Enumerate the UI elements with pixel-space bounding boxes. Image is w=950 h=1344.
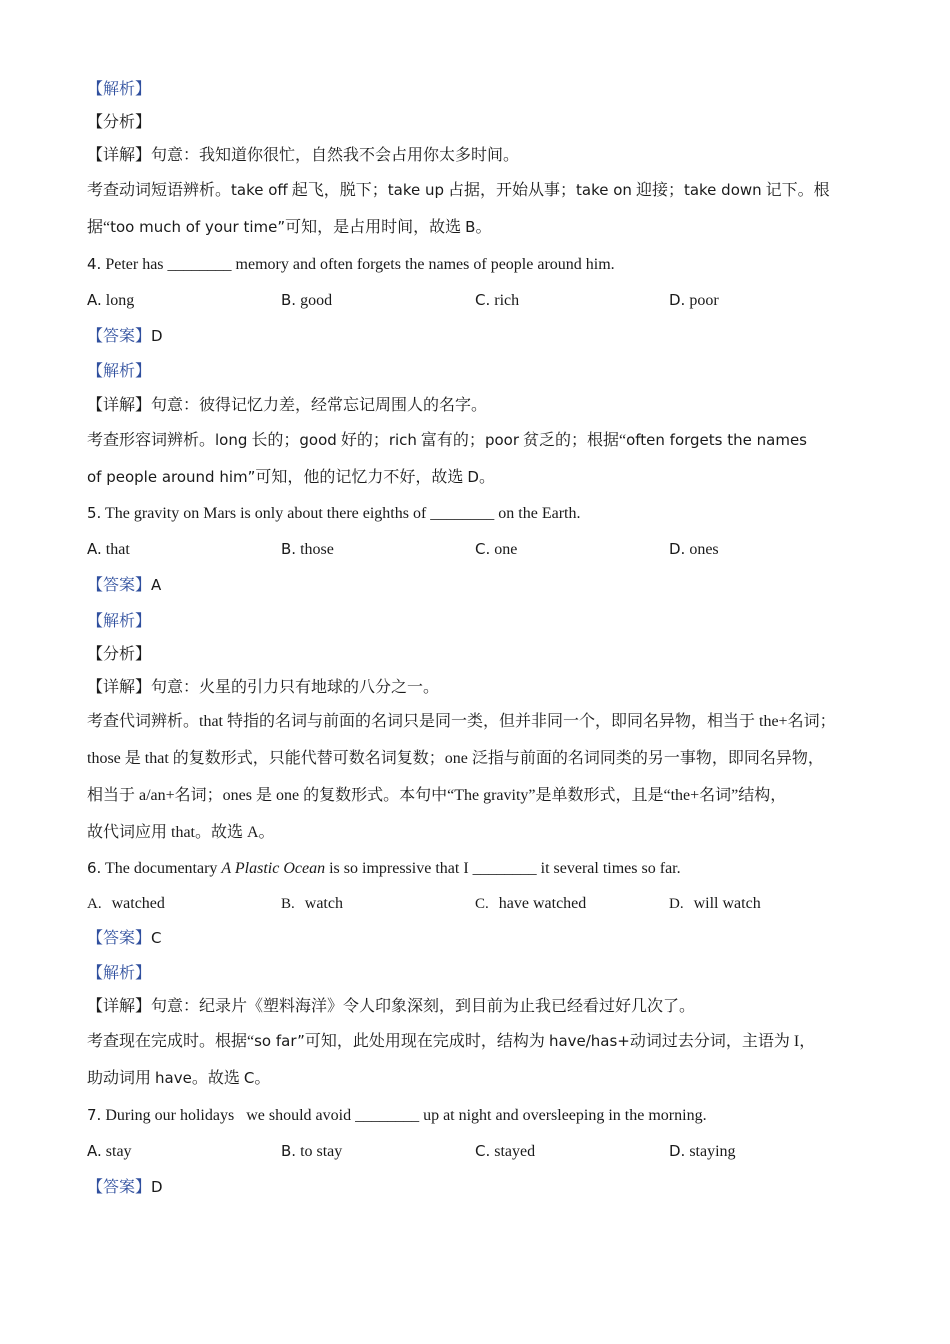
question-7-answer: 【答案】D xyxy=(87,1178,163,1196)
question-4-answer: 【答案】D xyxy=(87,327,163,345)
question-4-option-b: B. good xyxy=(281,291,333,309)
explanation-line: of people around him”可知，他的记忆力不好，故选 D。 xyxy=(87,468,495,486)
analysis-heading: 【解析】 xyxy=(87,965,152,982)
question-5-option-d: D. ones xyxy=(669,540,719,558)
question-7-option-c: C. stayed xyxy=(475,1142,536,1160)
detail-explanation: 【详解】句意：我知道你很忙，自然我不会占用你太多时间。 xyxy=(87,147,520,164)
question-6-option-c: C. have watched xyxy=(475,895,587,912)
explanation-line: 考查代词辨析。that 特指的名词与前面的名词只是同一类，但并非同一个，即同名异物，相当于 the+名词； xyxy=(87,713,836,730)
breakdown-heading: 【分析】 xyxy=(87,646,152,663)
detail-explanation: 【详解】句意：彼得记忆力差，经常忘记周围人的名字。 xyxy=(87,397,488,414)
analysis-heading: 【解析】 xyxy=(87,613,152,630)
detail-explanation: 【详解】句意：纪录片《塑料海洋》令人印象深刻，到目前为止我已经看过好几次了。 xyxy=(87,998,696,1015)
explanation-line: 相当于 a/an+名词；ones 是 one 的复数形式。本句中“The gravity”是单数形式，且是“the+名词”结构， xyxy=(87,787,787,804)
question-4-option-d: D. poor xyxy=(669,291,719,309)
breakdown-heading: 【分析】 xyxy=(87,114,152,131)
question-4-option-c: C. rich xyxy=(475,291,520,309)
explanation-line: 考查现在完成时。根据“so far”可知，此处用现在完成时，结构为 have/has+动词过去分词，主语为 I， xyxy=(87,1032,816,1050)
detail-explanation: 【详解】句意：火星的引力只有地球的八分之一。 xyxy=(87,679,440,696)
question-6-answer: 【答案】C xyxy=(87,929,162,947)
analysis-heading: 【解析】 xyxy=(87,81,152,98)
question-5-option-b: B. those xyxy=(281,540,334,558)
question-7-option-b: B. to stay xyxy=(281,1142,343,1160)
question-6-option-a: A. watched xyxy=(87,895,165,912)
question-7-option-d: D. staying xyxy=(669,1142,736,1160)
explanation-line: 考查形容词辨析。long 长的；good 好的；rich 富有的；poor 贫乏的；根据“often forgets the names xyxy=(87,431,807,449)
explanation-line: 故代词应用 that。故选 A。 xyxy=(87,824,275,841)
question-7-option-a: A. stay xyxy=(87,1142,132,1160)
explanation-line: 据“too much of your time”可知，是占用时间，故选 B。 xyxy=(87,218,492,236)
question-7-stem: 7. During our holidays we should avoid ________ up at night and oversleeping in the morning. xyxy=(87,1106,707,1124)
question-5-answer: 【答案】A xyxy=(87,576,162,594)
question-6-stem: 6. The documentary A Plastic Ocean is so impressive that I ________ it several times so far. xyxy=(87,859,681,877)
question-4-stem: 4. Peter has ________ memory and often forgets the names of people around him. xyxy=(87,255,615,273)
question-6-option-b: B. watch xyxy=(281,895,343,912)
analysis-heading: 【解析】 xyxy=(87,363,152,380)
question-6-option-d: D. will watch xyxy=(669,895,761,912)
question-5-stem: 5. The gravity on Mars is only about there eighths of ________ on the Earth. xyxy=(87,504,581,522)
question-5-option-a: A. that xyxy=(87,540,130,558)
explanation-line: 考查动词短语辨析。take off 起飞，脱下；take up 占据，开始从事；take on 迎接；take down 记下。根 xyxy=(87,181,830,199)
explanation-line: 助动词用 have。故选 C。 xyxy=(87,1069,271,1087)
question-4-option-a: A. long xyxy=(87,291,135,309)
explanation-line: those 是 that 的复数形式，只能代替可数名词复数；one 泛指与前面的名词同类的另一事物，即同名异物， xyxy=(87,750,824,767)
question-5-option-c: C. one xyxy=(475,540,518,558)
